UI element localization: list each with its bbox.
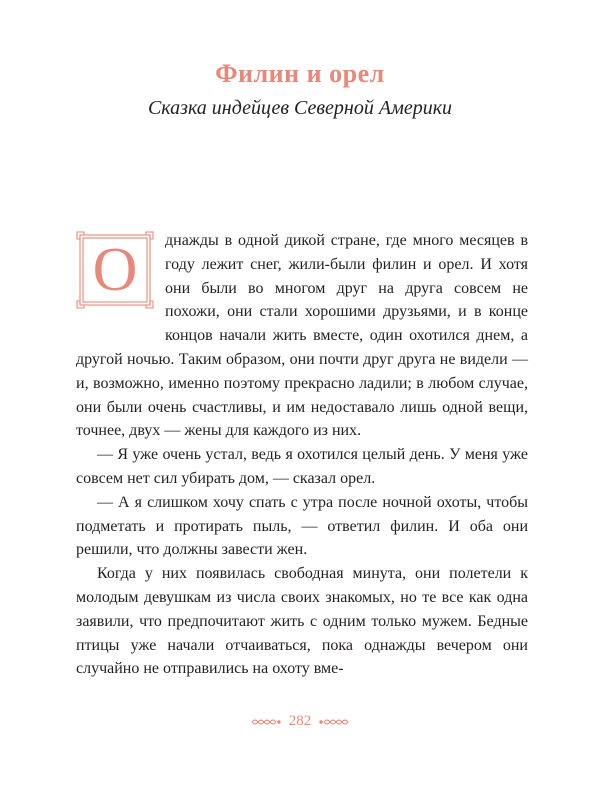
story-subtitle: Сказка индейцев Северной Америки — [147, 97, 453, 119]
paragraph-3: — А я слишком хочу спать с утра после ночной охоты, чтобы подметать и протирать пыль, — ответил филин. И оба они решили, что должны завести жен. — [76, 493, 528, 559]
drop-cap-space — [76, 229, 165, 325]
right-ornament-icon — [319, 717, 349, 727]
story-body — [76, 229, 528, 681]
page-footer — [0, 713, 600, 730]
story-title: Филин и орел — [215, 59, 385, 88]
paragraph-1 — [76, 229, 528, 443]
paragraph-4: Когда у них появилась свободная минута, они полетели к молодым девушкам из числа своих знакомых, но те все как одна заявили, что предпочитают жить с одним только мужем. Бедные птицы уже начали отчаиваться, пока однажды вечером они случайно не отправились на охоту вме- — [76, 565, 528, 678]
drop-cap-letter: О — [92, 236, 138, 304]
page-number: 282 — [288, 713, 312, 729]
paragraph-1-text: днажды в одной дикой стране, где много месяцев в году лежит снег, жили-были филин и орел. И хотя они были во многом друг на друга совсем не похожи, они стали хорошими друзьями, и в конце концов начали жить вместе, один охотился днем, а другой ночью. Таким образом, они почти друг друга не видели — и, возможно, именно поэтому прекрасно ладили; в любом случае, они были очень счастливы, и им недоставало лишь одной вещи, точнее, двух — жены для каждого из них. — [76, 232, 528, 440]
left-ornament-icon — [251, 717, 281, 727]
paragraph-2: — Я уже очень устал, ведь я охотился целый день. У меня уже совсем нет сил убирать дом, — сказал орел. — [76, 446, 528, 487]
